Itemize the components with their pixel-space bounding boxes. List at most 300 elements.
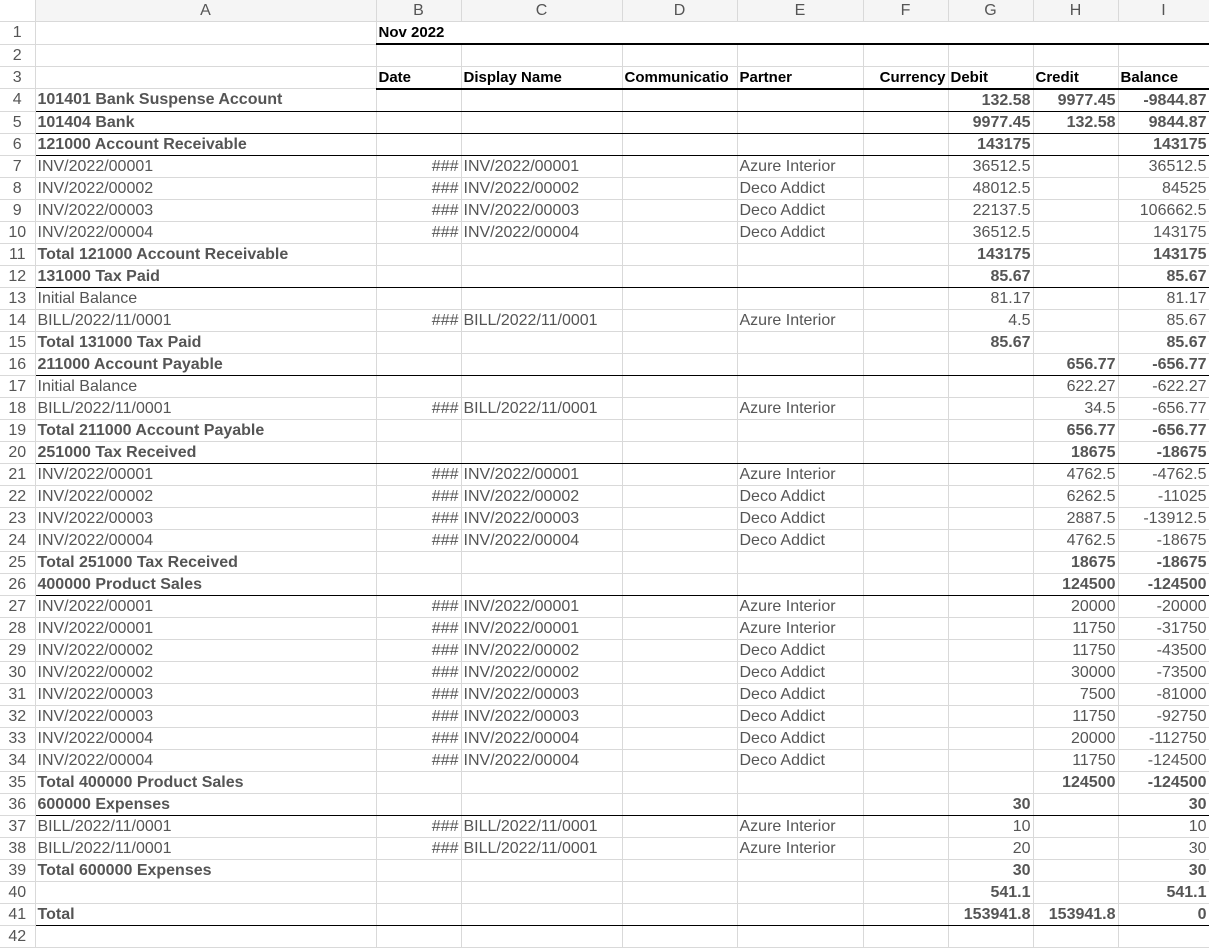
cell-balance[interactable]: -31750 [1118, 617, 1209, 639]
cell-balance[interactable]: 30 [1118, 837, 1209, 859]
cell-debit[interactable] [948, 441, 1033, 463]
cell-credit[interactable]: 656.77 [1033, 419, 1118, 441]
cell-debit[interactable]: 4.5 [948, 309, 1033, 331]
cell-date[interactable] [376, 441, 461, 463]
cell-partner[interactable]: Deco Addict [737, 749, 863, 771]
cell-credit[interactable] [1033, 133, 1118, 155]
cell-partner[interactable]: Deco Addict [737, 705, 863, 727]
report-title[interactable]: Nov 2022 [376, 22, 1209, 45]
cell-partner[interactable] [737, 859, 863, 881]
column-header-d[interactable]: D [622, 0, 737, 22]
cell-communication[interactable] [622, 749, 737, 771]
cell-communication[interactable] [622, 881, 737, 903]
row-header[interactable]: 28 [0, 617, 35, 639]
cell-account[interactable]: INV/2022/00003 [35, 507, 376, 529]
cell-credit[interactable]: 153941.8 [1033, 903, 1118, 925]
cell-communication[interactable] [622, 177, 737, 199]
cell-partner[interactable]: Azure Interior [737, 595, 863, 617]
cell-communication[interactable] [622, 837, 737, 859]
header-display-name[interactable]: Display Name [461, 66, 622, 89]
cell-debit[interactable]: 36512.5 [948, 155, 1033, 177]
cell-credit[interactable]: 18675 [1033, 441, 1118, 463]
cell-currency[interactable] [863, 199, 948, 221]
cell-communication[interactable] [622, 419, 737, 441]
cell-date[interactable]: ### [376, 529, 461, 551]
cell-date[interactable]: ### [376, 749, 461, 771]
cell-date[interactable]: ### [376, 155, 461, 177]
cell-communication[interactable] [622, 617, 737, 639]
cell-currency[interactable] [863, 485, 948, 507]
cell-date[interactable] [376, 573, 461, 595]
cell-currency[interactable] [863, 89, 948, 112]
cell-credit[interactable]: 11750 [1033, 617, 1118, 639]
cell-balance[interactable]: -9844.87 [1118, 89, 1209, 112]
cell-currency[interactable] [863, 639, 948, 661]
cell-account[interactable]: Initial Balance [35, 287, 376, 309]
cell-balance[interactable]: -656.77 [1118, 419, 1209, 441]
cell-communication[interactable] [622, 529, 737, 551]
row-header[interactable]: 24 [0, 529, 35, 551]
cell-debit[interactable] [948, 375, 1033, 397]
cell-communication[interactable] [622, 353, 737, 375]
cell-currency[interactable] [863, 595, 948, 617]
cell-credit[interactable]: 622.27 [1033, 375, 1118, 397]
cell-credit[interactable] [1033, 881, 1118, 903]
cell-date[interactable] [376, 551, 461, 573]
row-header[interactable]: 32 [0, 705, 35, 727]
row-header[interactable]: 9 [0, 199, 35, 221]
cell-balance[interactable]: -656.77 [1118, 397, 1209, 419]
cell-account[interactable]: Total 131000 Tax Paid [35, 331, 376, 353]
cell-debit[interactable] [948, 705, 1033, 727]
cell-communication[interactable] [622, 221, 737, 243]
cell-currency[interactable] [863, 287, 948, 309]
header-date[interactable]: Date [376, 66, 461, 89]
cell-balance[interactable]: -43500 [1118, 639, 1209, 661]
cell-debit[interactable] [948, 485, 1033, 507]
cell-account[interactable]: INV/2022/00004 [35, 727, 376, 749]
cell-balance[interactable]: 30 [1118, 793, 1209, 815]
cell-account[interactable]: INV/2022/00002 [35, 485, 376, 507]
cell-partner[interactable]: Azure Interior [737, 815, 863, 837]
row-header[interactable]: 14 [0, 309, 35, 331]
header-currency[interactable]: Currency [863, 66, 948, 89]
cell-debit[interactable] [948, 397, 1033, 419]
cell-partner[interactable] [737, 793, 863, 815]
cell-debit[interactable]: 20 [948, 837, 1033, 859]
header-credit[interactable]: Credit [1033, 66, 1118, 89]
cell-balance[interactable]: 85.67 [1118, 309, 1209, 331]
cell-date[interactable] [376, 331, 461, 353]
cell-display-name[interactable] [461, 133, 622, 155]
cell-account[interactable]: INV/2022/00002 [35, 661, 376, 683]
cell-balance[interactable]: -124500 [1118, 771, 1209, 793]
cell-display-name[interactable] [461, 89, 622, 112]
cell-balance[interactable]: -18675 [1118, 441, 1209, 463]
cell-partner[interactable]: Deco Addict [737, 177, 863, 199]
cell-date[interactable] [376, 265, 461, 287]
cell-account[interactable]: 131000 Tax Paid [35, 265, 376, 287]
cell-partner[interactable]: Azure Interior [737, 309, 863, 331]
cell-debit[interactable]: 85.67 [948, 331, 1033, 353]
cell-display-name[interactable] [461, 243, 622, 265]
cell-date[interactable] [376, 859, 461, 881]
cell-date[interactable]: ### [376, 309, 461, 331]
cell-display-name[interactable]: INV/2022/00001 [461, 617, 622, 639]
cell-account[interactable]: 211000 Account Payable [35, 353, 376, 375]
cell-date[interactable]: ### [376, 617, 461, 639]
cell-date[interactable] [376, 111, 461, 133]
cell-currency[interactable] [863, 419, 948, 441]
cell-credit[interactable]: 11750 [1033, 705, 1118, 727]
cell-display-name[interactable] [461, 111, 622, 133]
row-header[interactable]: 25 [0, 551, 35, 573]
cell-currency[interactable] [863, 111, 948, 133]
cell-credit[interactable]: 2887.5 [1033, 507, 1118, 529]
cell-credit[interactable]: 7500 [1033, 683, 1118, 705]
cell-account[interactable]: 101401 Bank Suspense Account [35, 89, 376, 112]
cell-date[interactable] [376, 793, 461, 815]
cell-communication[interactable] [622, 507, 737, 529]
cell-display-name[interactable] [461, 375, 622, 397]
cell-account[interactable]: BILL/2022/11/0001 [35, 837, 376, 859]
cell-communication[interactable] [622, 287, 737, 309]
row-header[interactable]: 41 [0, 903, 35, 925]
row-header[interactable]: 4 [0, 89, 35, 112]
cell-account[interactable]: 251000 Tax Received [35, 441, 376, 463]
cell-debit[interactable] [948, 551, 1033, 573]
cell-balance[interactable]: -13912.5 [1118, 507, 1209, 529]
cell-display-name[interactable] [461, 771, 622, 793]
cell-debit[interactable] [948, 771, 1033, 793]
cell-debit[interactable]: 143175 [948, 133, 1033, 155]
cell-communication[interactable] [622, 639, 737, 661]
cell-balance[interactable]: -112750 [1118, 727, 1209, 749]
cell-currency[interactable] [863, 683, 948, 705]
cell-account[interactable]: INV/2022/00001 [35, 155, 376, 177]
cell-balance[interactable]: -124500 [1118, 749, 1209, 771]
cell-credit[interactable] [1033, 815, 1118, 837]
cell-date[interactable]: ### [376, 485, 461, 507]
cell-account[interactable]: 400000 Product Sales [35, 573, 376, 595]
cell-currency[interactable] [863, 133, 948, 155]
cell-display-name[interactable]: INV/2022/00004 [461, 221, 622, 243]
cell-display-name[interactable]: INV/2022/00002 [461, 485, 622, 507]
cell-date[interactable]: ### [376, 221, 461, 243]
cell-communication[interactable] [622, 375, 737, 397]
cell-date[interactable] [376, 243, 461, 265]
cell-display-name[interactable]: INV/2022/00001 [461, 595, 622, 617]
header-communication[interactable]: Communicatio [622, 66, 737, 89]
cell-date[interactable]: ### [376, 507, 461, 529]
cell-account[interactable]: Total 251000 Tax Received [35, 551, 376, 573]
cell-account[interactable]: INV/2022/00001 [35, 595, 376, 617]
cell-debit[interactable]: 48012.5 [948, 177, 1033, 199]
cell-debit[interactable]: 153941.8 [948, 903, 1033, 925]
cell-balance[interactable]: 143175 [1118, 221, 1209, 243]
cell-partner[interactable] [737, 265, 863, 287]
cell-debit[interactable]: 132.58 [948, 89, 1033, 112]
cell-communication[interactable] [622, 573, 737, 595]
cell-date[interactable]: ### [376, 705, 461, 727]
row-header[interactable]: 17 [0, 375, 35, 397]
cell-currency[interactable] [863, 353, 948, 375]
cell-credit[interactable]: 4762.5 [1033, 463, 1118, 485]
row-header[interactable]: 6 [0, 133, 35, 155]
cell-communication[interactable] [622, 485, 737, 507]
cell-communication[interactable] [622, 155, 737, 177]
cell-account[interactable]: Initial Balance [35, 375, 376, 397]
column-header-c[interactable]: C [461, 0, 622, 22]
cell-communication[interactable] [622, 793, 737, 815]
cell-date[interactable] [376, 133, 461, 155]
row-header[interactable]: 13 [0, 287, 35, 309]
cell-currency[interactable] [863, 727, 948, 749]
cell-balance[interactable]: 36512.5 [1118, 155, 1209, 177]
cell-communication[interactable] [622, 111, 737, 133]
row-header[interactable]: 42 [0, 925, 35, 947]
cell-date[interactable]: ### [376, 683, 461, 705]
cell-balance[interactable]: -4762.5 [1118, 463, 1209, 485]
cell-partner[interactable]: Azure Interior [737, 155, 863, 177]
cell-display-name[interactable] [461, 419, 622, 441]
cell-display-name[interactable] [461, 881, 622, 903]
cell-account[interactable]: BILL/2022/11/0001 [35, 309, 376, 331]
row-header[interactable]: 8 [0, 177, 35, 199]
cell-date[interactable]: ### [376, 837, 461, 859]
cell-account[interactable]: Total 600000 Expenses [35, 859, 376, 881]
cell-balance[interactable]: 106662.5 [1118, 199, 1209, 221]
row-header[interactable]: 35 [0, 771, 35, 793]
cell[interactable] [35, 22, 376, 45]
row-header[interactable]: 37 [0, 815, 35, 837]
cell-balance[interactable]: 541.1 [1118, 881, 1209, 903]
cell-currency[interactable] [863, 551, 948, 573]
cell-credit[interactable]: 656.77 [1033, 353, 1118, 375]
cell-display-name[interactable]: BILL/2022/11/0001 [461, 837, 622, 859]
cell-display-name[interactable] [461, 331, 622, 353]
row-header[interactable]: 18 [0, 397, 35, 419]
cell-communication[interactable] [622, 463, 737, 485]
cell-partner[interactable]: Deco Addict [737, 529, 863, 551]
row-header[interactable]: 40 [0, 881, 35, 903]
row-header[interactable]: 2 [0, 44, 35, 66]
row-header[interactable]: 5 [0, 111, 35, 133]
row-header[interactable]: 7 [0, 155, 35, 177]
cell-display-name[interactable]: INV/2022/00004 [461, 727, 622, 749]
cell-partner[interactable] [737, 243, 863, 265]
cell-display-name[interactable]: INV/2022/00003 [461, 507, 622, 529]
cell-display-name[interactable]: INV/2022/00004 [461, 749, 622, 771]
cell-partner[interactable] [737, 573, 863, 595]
cell-display-name[interactable] [461, 859, 622, 881]
cell-debit[interactable] [948, 639, 1033, 661]
cell[interactable] [863, 44, 948, 66]
cell[interactable] [737, 44, 863, 66]
cell-debit[interactable]: 143175 [948, 243, 1033, 265]
cell-communication[interactable] [622, 397, 737, 419]
cell-balance[interactable]: -11025 [1118, 485, 1209, 507]
cell-account[interactable]: INV/2022/00004 [35, 529, 376, 551]
cell-communication[interactable] [622, 441, 737, 463]
cell-account[interactable]: Total [35, 903, 376, 925]
cell-date[interactable] [376, 89, 461, 112]
cell-account[interactable]: INV/2022/00003 [35, 705, 376, 727]
cell-partner[interactable] [737, 441, 863, 463]
cell-balance[interactable]: 143175 [1118, 243, 1209, 265]
cell-currency[interactable] [863, 815, 948, 837]
select-all-corner[interactable] [0, 0, 35, 22]
cell[interactable] [1118, 44, 1209, 66]
cell-communication[interactable] [622, 661, 737, 683]
cell-account[interactable]: INV/2022/00001 [35, 463, 376, 485]
cell-credit[interactable]: 132.58 [1033, 111, 1118, 133]
cell-credit[interactable] [1033, 199, 1118, 221]
cell-communication[interactable] [622, 727, 737, 749]
cell-partner[interactable]: Azure Interior [737, 617, 863, 639]
cell-communication[interactable] [622, 771, 737, 793]
cell-communication[interactable] [622, 309, 737, 331]
cell-credit[interactable]: 20000 [1033, 595, 1118, 617]
cell-partner[interactable]: Deco Addict [737, 485, 863, 507]
cell-credit[interactable] [1033, 265, 1118, 287]
cell-partner[interactable]: Deco Addict [737, 507, 863, 529]
row-header[interactable]: 34 [0, 749, 35, 771]
header-debit[interactable]: Debit [948, 66, 1033, 89]
row-header[interactable]: 21 [0, 463, 35, 485]
cell-currency[interactable] [863, 793, 948, 815]
cell-partner[interactable] [737, 375, 863, 397]
cell[interactable] [622, 44, 737, 66]
cell-date[interactable] [376, 771, 461, 793]
cell-currency[interactable] [863, 529, 948, 551]
cell-date[interactable]: ### [376, 463, 461, 485]
cell-account[interactable]: 121000 Account Receivable [35, 133, 376, 155]
cell-partner[interactable]: Azure Interior [737, 463, 863, 485]
cell-debit[interactable] [948, 683, 1033, 705]
row-header[interactable]: 27 [0, 595, 35, 617]
cell-date[interactable] [376, 881, 461, 903]
cell-debit[interactable] [948, 595, 1033, 617]
cell-debit[interactable]: 30 [948, 859, 1033, 881]
cell-currency[interactable] [863, 441, 948, 463]
cell-currency[interactable] [863, 265, 948, 287]
row-header[interactable]: 23 [0, 507, 35, 529]
cell-date[interactable]: ### [376, 639, 461, 661]
column-header-i[interactable]: I [1118, 0, 1209, 22]
cell-credit[interactable] [1033, 177, 1118, 199]
cell-partner[interactable]: Deco Addict [737, 683, 863, 705]
cell-display-name[interactable] [461, 551, 622, 573]
cell-credit[interactable] [1033, 793, 1118, 815]
cell-currency[interactable] [863, 837, 948, 859]
cell-currency[interactable] [863, 309, 948, 331]
column-header-a[interactable]: A [35, 0, 376, 22]
cell-currency[interactable] [863, 661, 948, 683]
cell-currency[interactable] [863, 155, 948, 177]
cell-balance[interactable]: -124500 [1118, 573, 1209, 595]
row-header[interactable]: 15 [0, 331, 35, 353]
cell-partner[interactable] [737, 353, 863, 375]
row-header[interactable]: 11 [0, 243, 35, 265]
cell-debit[interactable]: 9977.45 [948, 111, 1033, 133]
cell-account[interactable]: INV/2022/00001 [35, 617, 376, 639]
cell-partner[interactable] [737, 331, 863, 353]
cell-balance[interactable]: 30 [1118, 859, 1209, 881]
cell[interactable] [948, 44, 1033, 66]
cell-display-name[interactable] [461, 903, 622, 925]
cell-credit[interactable]: 34.5 [1033, 397, 1118, 419]
row-header[interactable]: 30 [0, 661, 35, 683]
cell-credit[interactable] [1033, 859, 1118, 881]
cell-credit[interactable] [1033, 221, 1118, 243]
cell-communication[interactable] [622, 595, 737, 617]
cell-communication[interactable] [622, 89, 737, 112]
cell[interactable] [376, 44, 461, 66]
cell-partner[interactable] [737, 551, 863, 573]
cell-display-name[interactable] [461, 353, 622, 375]
cell-display-name[interactable]: INV/2022/00003 [461, 199, 622, 221]
cell-credit[interactable]: 30000 [1033, 661, 1118, 683]
cell-display-name[interactable]: BILL/2022/11/0001 [461, 309, 622, 331]
cell-currency[interactable] [863, 881, 948, 903]
cell-date[interactable]: ### [376, 727, 461, 749]
row-header[interactable]: 12 [0, 265, 35, 287]
cell-currency[interactable] [863, 463, 948, 485]
cell-credit[interactable]: 124500 [1033, 771, 1118, 793]
cell-partner[interactable]: Deco Addict [737, 221, 863, 243]
cell-display-name[interactable]: INV/2022/00002 [461, 177, 622, 199]
cell-balance[interactable]: 81.17 [1118, 287, 1209, 309]
cell-communication[interactable] [622, 705, 737, 727]
cell-currency[interactable] [863, 705, 948, 727]
cell-debit[interactable] [948, 507, 1033, 529]
cell-balance[interactable]: 85.67 [1118, 265, 1209, 287]
cell-partner[interactable]: Azure Interior [737, 837, 863, 859]
row-header[interactable]: 39 [0, 859, 35, 881]
cell-account[interactable]: INV/2022/00003 [35, 199, 376, 221]
cell-communication[interactable] [622, 859, 737, 881]
cell-partner[interactable] [737, 133, 863, 155]
cell-currency[interactable] [863, 859, 948, 881]
cell-date[interactable]: ### [376, 397, 461, 419]
cell-display-name[interactable] [461, 265, 622, 287]
row-header[interactable]: 38 [0, 837, 35, 859]
cell-credit[interactable] [1033, 309, 1118, 331]
column-header-g[interactable]: G [948, 0, 1033, 22]
cell-debit[interactable] [948, 727, 1033, 749]
cell-balance[interactable]: -656.77 [1118, 353, 1209, 375]
cell-display-name[interactable]: BILL/2022/11/0001 [461, 815, 622, 837]
cell-balance[interactable]: -622.27 [1118, 375, 1209, 397]
row-header[interactable]: 26 [0, 573, 35, 595]
cell-display-name[interactable] [461, 287, 622, 309]
cell-partner[interactable]: Deco Addict [737, 199, 863, 221]
cell-communication[interactable] [622, 243, 737, 265]
cell-account[interactable]: BILL/2022/11/0001 [35, 815, 376, 837]
cell-partner[interactable]: Azure Interior [737, 397, 863, 419]
cell-currency[interactable] [863, 617, 948, 639]
cell-display-name[interactable]: INV/2022/00003 [461, 705, 622, 727]
cell-display-name[interactable]: INV/2022/00001 [461, 155, 622, 177]
cell-credit[interactable] [1033, 155, 1118, 177]
cell-currency[interactable] [863, 331, 948, 353]
row-header[interactable]: 22 [0, 485, 35, 507]
cell-credit[interactable]: 11750 [1033, 749, 1118, 771]
cell-credit[interactable] [1033, 331, 1118, 353]
cell-currency[interactable] [863, 375, 948, 397]
cell-partner[interactable] [737, 419, 863, 441]
